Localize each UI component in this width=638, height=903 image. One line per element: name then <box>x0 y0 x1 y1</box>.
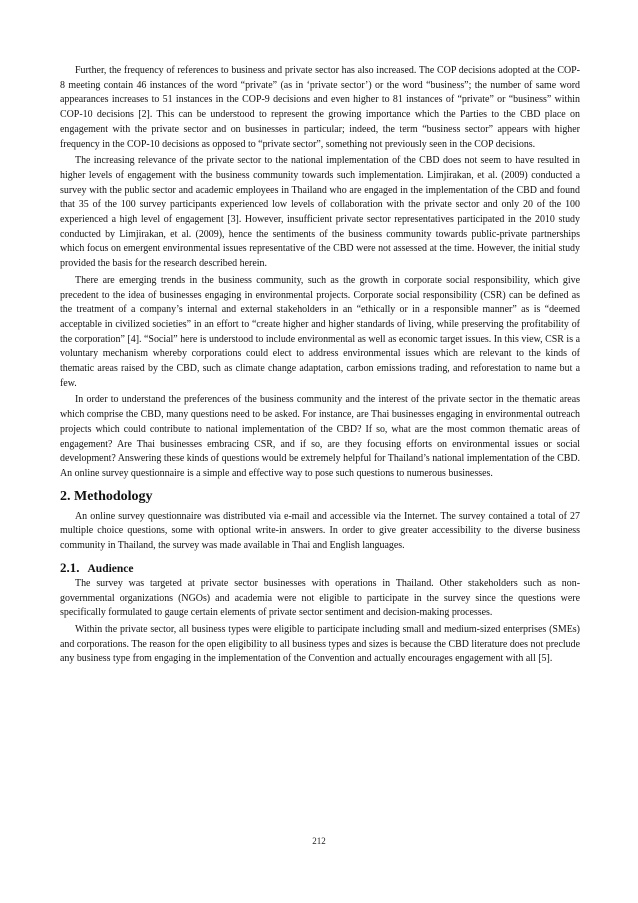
body-paragraph: Further, the frequency of references to business and private sector has also increased. The COP decisions adopted at the COP-8 meeting contain 46 instances of the word “private” (as in ‘private sector’) or the word “business”; the number of same word appearances increases to 51 instances in the COP-9 decisions and even higher to 81 instances of “private” or “business” within COP-10 decisions [2]. This can be understood to represent the growing importance which the Parties to the CBD place on engagement with the private sector and on businesses in particular; indeed, the term “business sector” appears with higher frequency in the COP-10 decisions as opposed to “private sector”, something not previously seen in the COP decisions. <box>60 65 580 150</box>
body-paragraph: The survey was targeted at private sector businesses with operations in Thailand. Other stakeholders such as non-governmental organizations (NGOs) and academia were not eligible to participate in the survey since the questions were specifically formulated to gauge certain elements of private sector sentiment and decision-making processes. <box>60 577 580 619</box>
section-heading-methodology: 2. Methodology <box>60 488 153 504</box>
body-paragraph: Within the private sector, all business types were eligible to participate including small and medium-sized enterprises (SMEs) and corporations. The reason for the open eligibility to all business types and sizes is because the CBD literature does not preclude any business type from engaging in the implementation of the Convention and actually encourages engagement with all [5]. <box>60 623 580 665</box>
body-paragraph: In order to understand the preferences of the business community and the interest of the private sector in the thematic areas which comprise the CBD, many questions need to be asked. For instance, are Thai businesses engaging in environmental outreach projects which could contribute to national implementation of the CBD? If so, what are the most common thematic areas of engagement? Are Thai businesses embracing CSR, and if so, are they focusing efforts on environmental issues or social development? Answering these kinds of questions would be extremely helpful for Thailand’s national implementation of the CBD. An online survey questionnaire is a simple and effective way to pose such questions to numerous businesses. <box>60 394 580 479</box>
subsection-number: 2.1. <box>60 559 80 575</box>
body-paragraph: There are emerging trends in the business community, such as the growth in corporate social responsibility, which give precedent to the idea of businesses engaging in environmental projects. Corporate social responsibility (CSR) can be defined as the treatment of a company’s internal and external stakeholders in an “ethically or in a responsible manner” as is “deemed acceptable in civilized societies” in an effort to “create higher and higher standards of living, while preserving the profitability of the corporation” [4]. “Social” here is understood to include environmental as well as economic target issues. In this view, CSR is a voluntary mechanism whereby corporations could elect to address environmental issues which are relevant to the kinds of thematic areas raised by the CBD, such as climate change adaptation, carbon emissions trading, and reforestation to name but a few. <box>60 274 580 389</box>
subsection-heading-audience <box>60 561 580 576</box>
body-paragraph: The increasing relevance of the private sector to the national implementation of the CBD does not seem to have resulted in higher levels of engagement with the business community towards such implementation. Limjirakan, et al. (2009) conducted a survey with the public sector and academic employees in Thailand who are engaged in the implementation of the CBD and found that 35 of the 100 survey participants experienced low levels of collaboration with the private sector and only 20 of the 100 experienced a high level of engagement [3]. However, insufficient private sector representatives participated in the 2010 study conducted by Limjirakan, et al. (2009), hence the sentiments of the business community towards public-private partnerships which focus on emergent environmental issues representative of the CBD were not assessed at the time. However, the initial study provided the basis for the research described herein. <box>60 155 580 270</box>
subsection-title: Audience <box>87 562 134 575</box>
page-number: 212 <box>312 836 326 846</box>
body-paragraph: An online survey questionnaire was distributed via e-mail and accessible via the Internet. The survey contained a total of 27 multiple choice questions, some with optional write-in answers. In order to give greater accessibility to the diverse business community in Thailand, the survey was made available in Thai and English languages. <box>60 510 580 552</box>
